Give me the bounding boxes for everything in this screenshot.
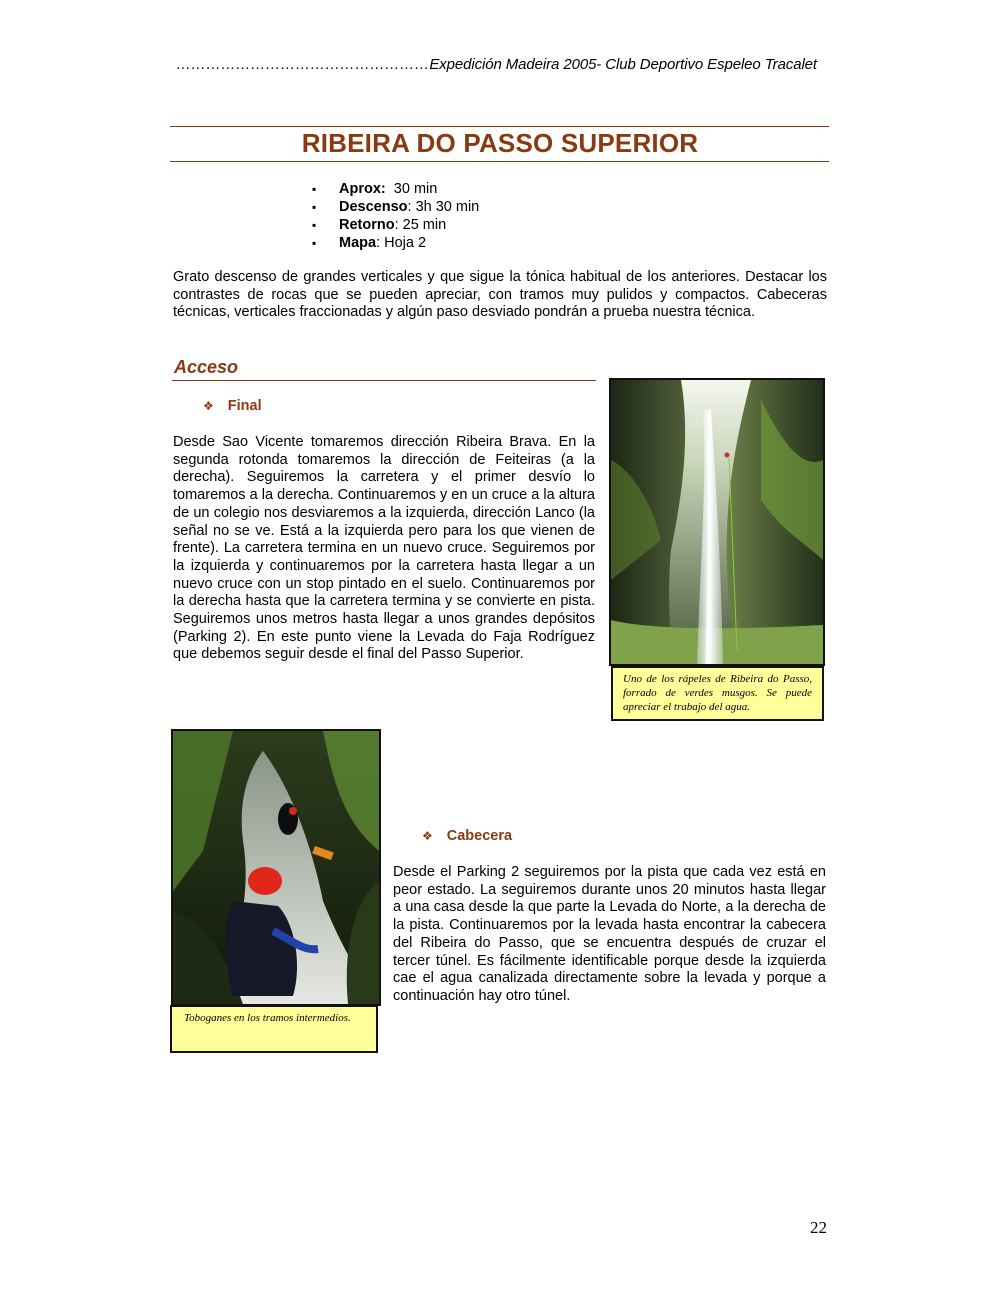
subheading-final <box>203 398 262 414</box>
final-paragraph: Desde Sao Vicente tomaremos dirección Ribeira Brava. En la segunda rotonda tomaremos la dirección de Feiteiras (a la derecha). Seguiremos la carretera y el primer desvío lo tomaremos a la derecha. Continuaremos y en un cruce a la altura de un colegio nos desviaremos a la izquierda, dirección Lanco (la señal no se ve. Está a la izquierda pero para los que vienen de frente). La carretera termina en un nuevo cruce. Seguiremos por la izquierda y continuaremos por la carretera hasta llegar a un nuevo cruce con un stop pintado en el suelo. Continuaremos por la derecha hasta que la carretera termina y se convierte en pista. Seguiremos unos metros hasta llegar a unos grandes depósitos (Parking 2). En este punto viene la Levada do Faja Rodríguez que debemos seguir desde el final del Passo Superior. <box>173 434 595 663</box>
list-item <box>312 234 479 252</box>
toboganes-image <box>173 731 379 1004</box>
bullet-icon: ▪ <box>312 236 317 250</box>
section-heading-acceso: Acceso <box>174 357 239 377</box>
cabecera-paragraph: Desde el Parking 2 seguiremos por la pista que cada vez está en peor estado. La seguiremos durante unos 20 minutos hasta llegar a una casa desde la que parte la Levada do Norte, a la derecha de la pista. Continuaremos por la levada hasta encontrar la cabecera del Ribeira do Passo, que se encuentra después de cruzar el tercer túnel. Es fácilmente identificable porque desde la izquierda cae el agua canalizada directamente sobre la levada y porque a continuación hay otro túnel. <box>393 864 826 1004</box>
header-text: Expedición Madeira 2005- Club Deportivo Espeleo Tracalet <box>429 56 817 73</box>
diamond-bullet-icon: ❖ <box>422 829 433 843</box>
waterfall-caption: Uno de los rápeles de Ribeira do Passo, forrado de verdes musgos. Se puede apreciar el trabajo del agua. <box>611 666 824 721</box>
section-rule <box>172 380 596 381</box>
item-value: : Hoja 2 <box>376 235 427 251</box>
page-number: 22 <box>810 1218 827 1237</box>
item-label: Aprox: <box>339 181 386 197</box>
list-item <box>312 180 479 198</box>
title-rule-bottom <box>170 161 829 162</box>
item-value: : 25 min <box>394 217 447 233</box>
title-rule-top <box>170 126 829 127</box>
header-dots: …………………………………………… <box>176 56 430 73</box>
item-label: Descenso <box>339 199 408 215</box>
item-label: Mapa <box>339 235 377 251</box>
bullet-icon: ▪ <box>312 182 317 196</box>
toboganes-photo <box>171 729 381 1006</box>
subheading-cabecera-label: Cabecera <box>446 828 513 844</box>
running-header <box>172 56 817 73</box>
diamond-bullet-icon: ❖ <box>203 399 214 413</box>
intro-paragraph: Grato descenso de grandes verticales y que sigue la tónica habitual de los anteriores. Destacar los contrastes de rocas que se pueden apreciar, con tramos muy pulidos y compactos. Cabeceras técnicas, verticales fraccionadas y algún paso desviado pondrán a prueba nuestra técnica. <box>173 269 827 321</box>
list-item <box>312 216 479 234</box>
bullet-icon: ▪ <box>312 218 317 232</box>
toboganes-caption: Toboganes en los tramos intermedios. <box>170 1005 378 1053</box>
item-value: 30 min <box>385 181 438 197</box>
item-value: : 3h 30 min <box>407 199 480 215</box>
waterfall-image <box>611 380 823 664</box>
page-title: RIBEIRA DO PASSO SUPERIOR <box>301 128 699 158</box>
list-item <box>312 198 479 216</box>
summary-list <box>312 180 479 252</box>
bullet-icon: ▪ <box>312 200 317 214</box>
subheading-final-label: Final <box>227 398 262 414</box>
subheading-cabecera <box>422 828 512 844</box>
waterfall-photo <box>609 378 825 666</box>
item-label: Retorno <box>339 217 395 233</box>
